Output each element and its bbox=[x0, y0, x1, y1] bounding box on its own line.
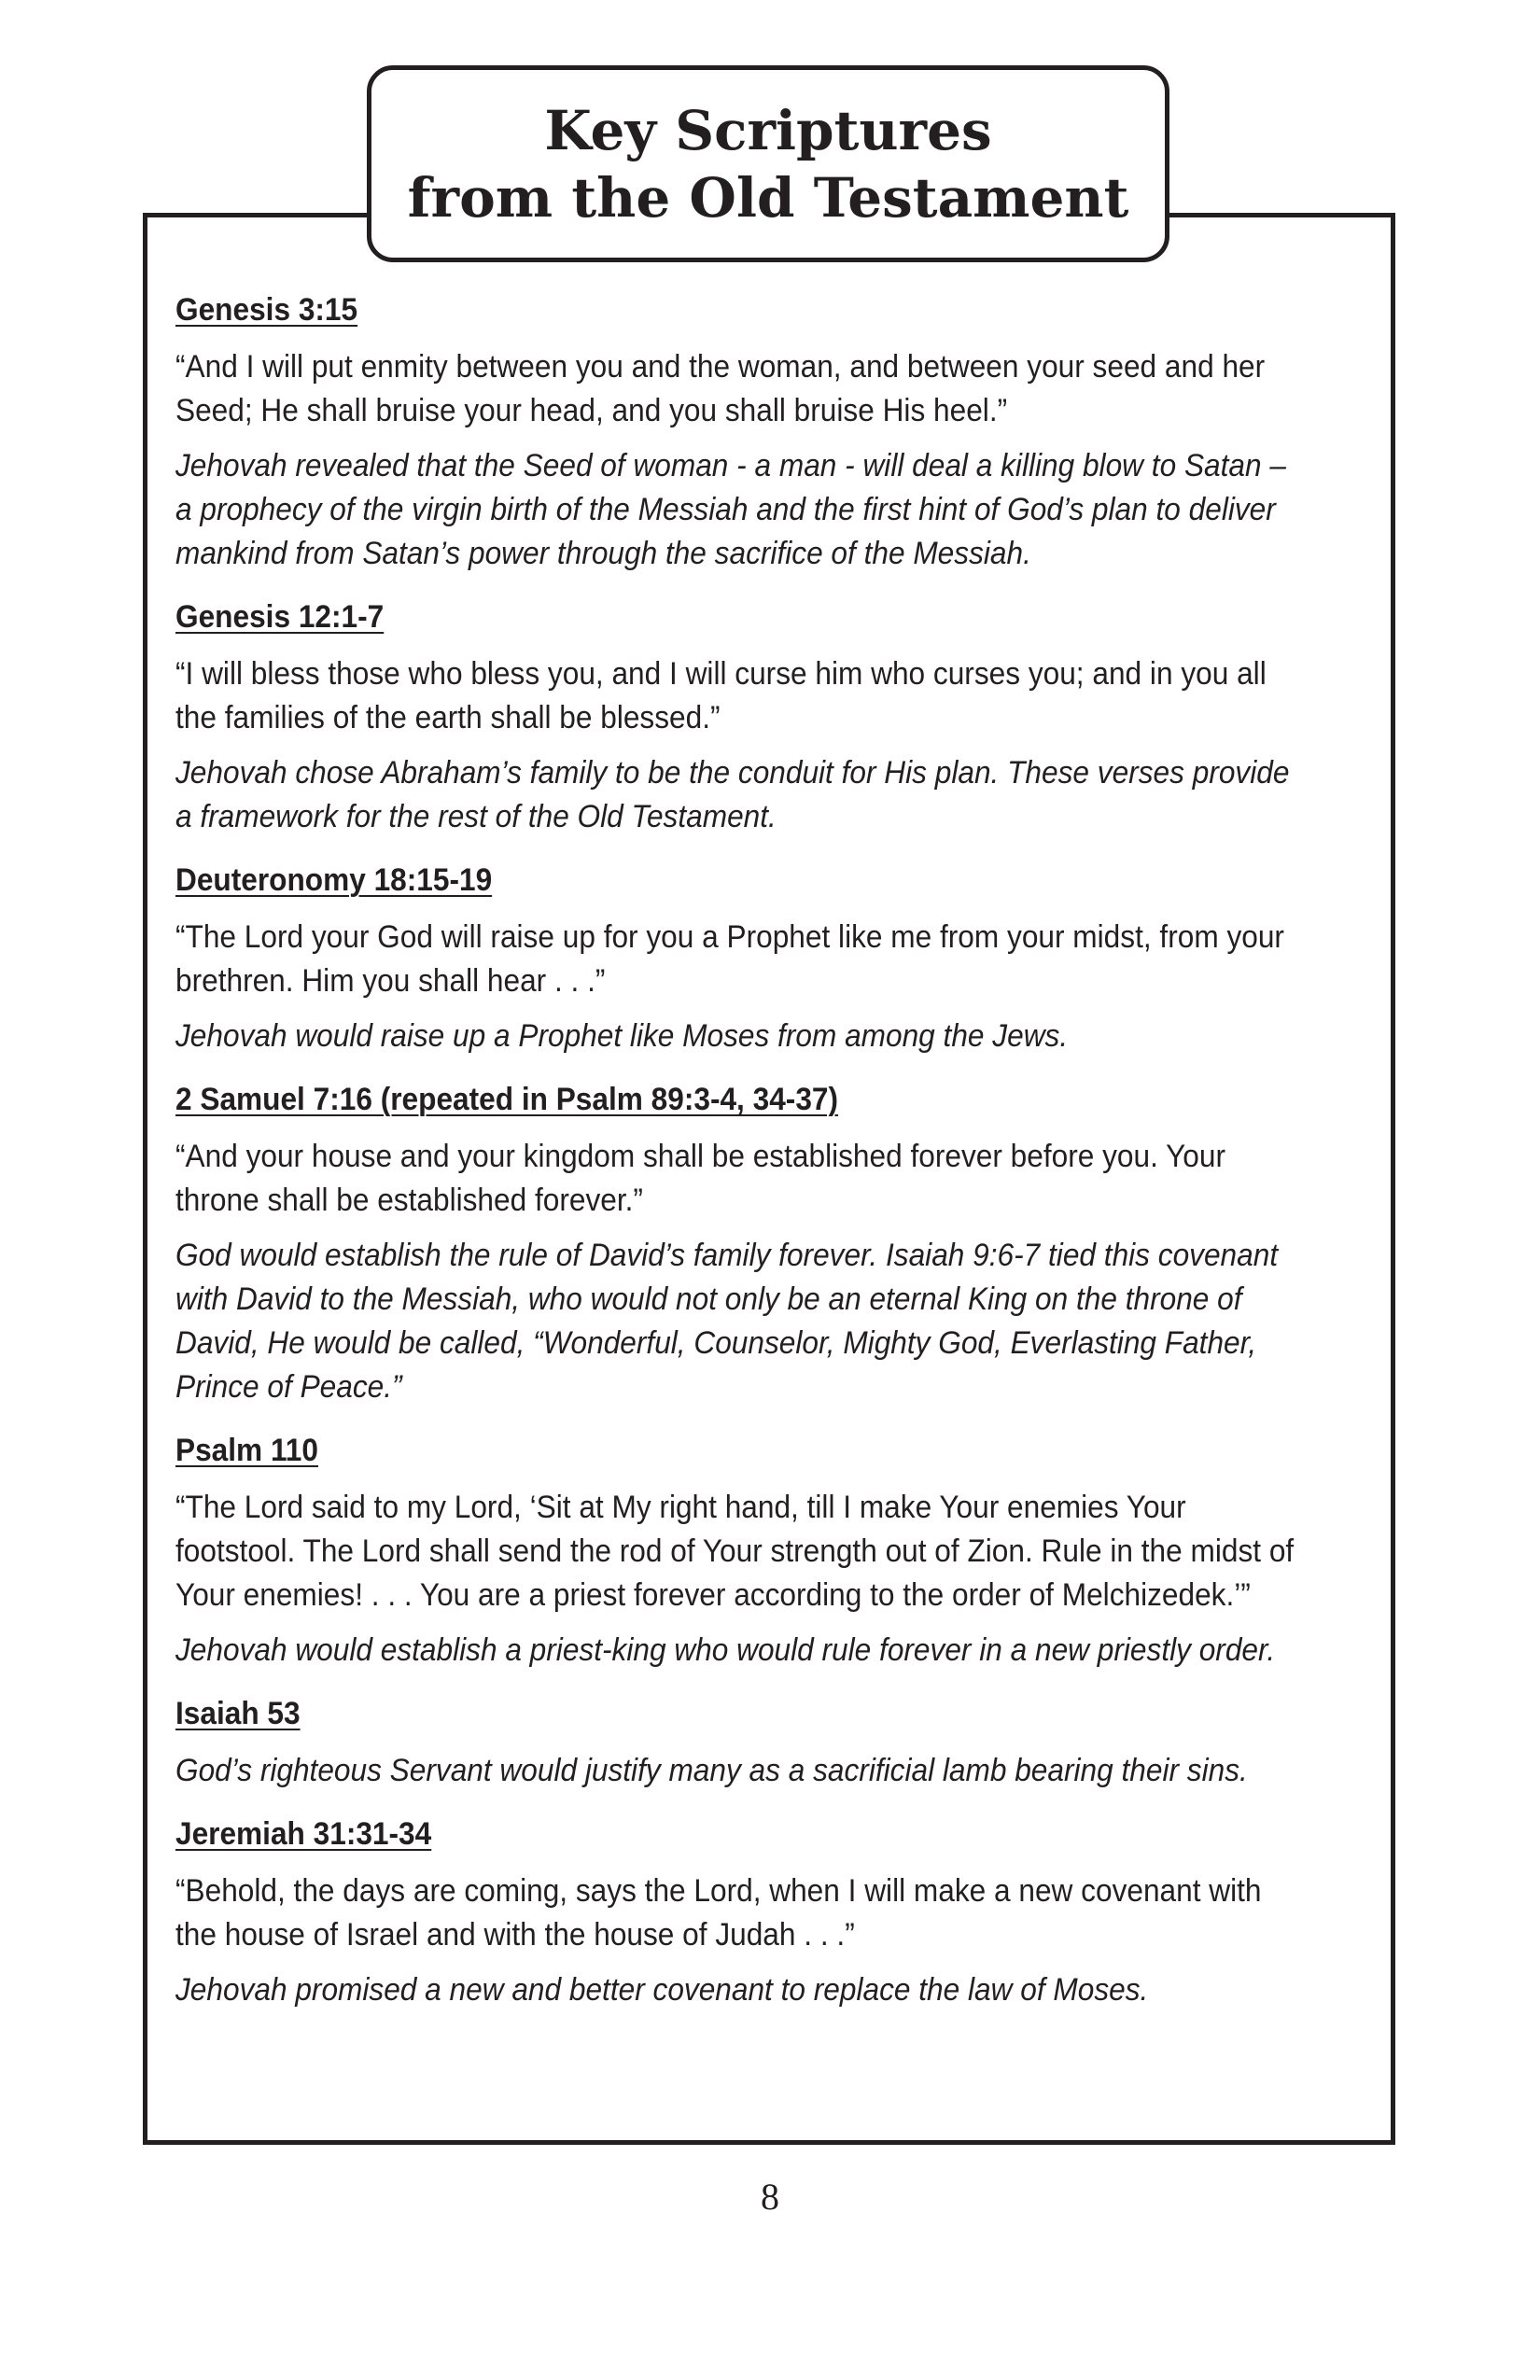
scripture-commentary: Jehovah would raise up a Prophet like Moses from among the Jews. bbox=[175, 1018, 1069, 1054]
scripture-entry bbox=[175, 858, 1295, 1058]
title-box bbox=[367, 65, 1169, 262]
scripture-quote: “And I will put enmity between you and the woman, and between your seed and her Seed; He shall bruise your head, and you shall bruise His heel.” bbox=[175, 349, 1266, 428]
page-title-line-2: from the Old Testament bbox=[407, 165, 1129, 230]
scripture-commentary: Jehovah revealed that the Seed of woman - a man - will deal a killing blow to Satan – a prophecy of the virgin birth of the Messiah and the first hint of God’s plan to deliver mankind from Satan’s power through the sacrifice of the Messiah. bbox=[175, 448, 1286, 571]
scripture-quote: “The Lord your God will raise up for you a Prophet like me from your midst, from your brethren. Him you shall hear . . .” bbox=[175, 919, 1284, 999]
scripture-commentary: Jehovah chose Abraham’s family to be the conduit for His plan. These verses provide a framework for the rest of the Old Testament. bbox=[175, 755, 1290, 834]
scripture-entry bbox=[175, 1691, 1295, 1793]
scripture-reference: Jeremiah 31:31-34 bbox=[175, 1816, 432, 1852]
scripture-reference: 2 Samuel 7:16 (repeated in Psalm 89:3-4, 34-37) bbox=[175, 1082, 839, 1117]
scripture-quote: “And your house and your kingdom shall be established forever before you. Your throne shall be established forever.” bbox=[175, 1139, 1225, 1218]
scripture-reference: Isaiah 53 bbox=[175, 1696, 301, 1731]
scripture-entry bbox=[175, 1077, 1295, 1409]
scripture-entry bbox=[175, 595, 1295, 839]
scripture-entry bbox=[175, 1428, 1295, 1673]
scripture-commentary: God would establish the rule of David’s family forever. Isaiah 9:6-7 tied this covenant with David to the Messiah, who would not only be an eternal King on the throne of David, He would be called, “Wonderful, Counselor, Mighty God, Everlasting Father, Prince of Peace.” bbox=[175, 1238, 1279, 1405]
scripture-entry bbox=[175, 1812, 1295, 2012]
scripture-reference: Genesis 12:1-7 bbox=[175, 599, 385, 635]
scripture-quote: “Behold, the days are coming, says the Lord, when I will make a new covenant with the house of Israel and with the house of Judah . . .” bbox=[175, 1873, 1262, 1953]
scripture-commentary: God’s righteous Servant would justify many as a sacrificial lamb bearing their sins. bbox=[175, 1753, 1248, 1788]
page-title-line-1: Key Scriptures bbox=[544, 98, 992, 162]
scripture-entry bbox=[175, 287, 1295, 576]
scripture-reference: Deuteronomy 18:15-19 bbox=[175, 862, 493, 898]
scripture-quote: “I will bless those who bless you, and I will curse him who curses you; and in you all the families of the earth shall be blessed.” bbox=[175, 656, 1267, 735]
page-number: 8 bbox=[761, 2176, 779, 2218]
scripture-reference: Genesis 3:15 bbox=[175, 292, 358, 328]
scripture-list bbox=[175, 287, 1295, 2031]
scripture-reference: Psalm 110 bbox=[175, 1433, 318, 1468]
scripture-quote: “The Lord said to my Lord, ‘Sit at My right hand, till I make Your enemies Your footstool. The Lord shall send the rod of Your strength out of Zion. Rule in the midst of Your enemies! . . . You are a priest forever according to the order of Melchizedek.’” bbox=[175, 1490, 1295, 1613]
scripture-commentary: Jehovah promised a new and better covenant to replace the law of Moses. bbox=[175, 1972, 1149, 2008]
scripture-commentary: Jehovah would establish a priest-king who would rule forever in a new priestly order. bbox=[175, 1632, 1276, 1668]
